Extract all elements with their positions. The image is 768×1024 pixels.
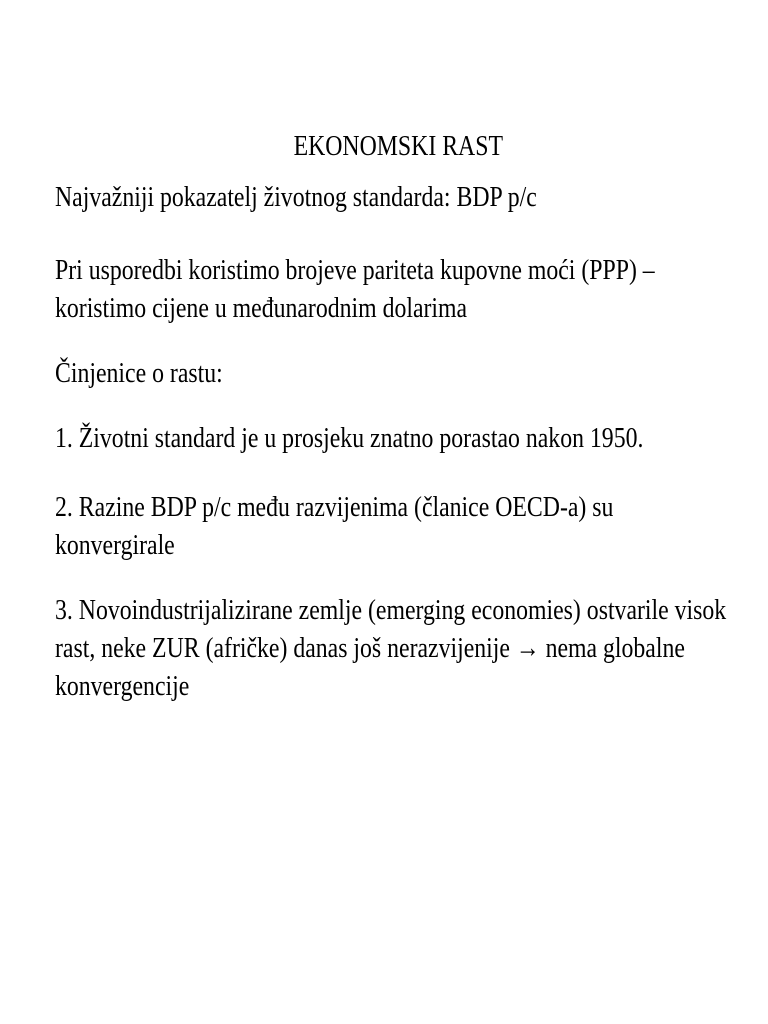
list-item-1: 1. Životni standard je u prosjeku znatno porastao nakon 1950. xyxy=(55,422,644,454)
paragraph-facts-heading: Činjenice o rastu: xyxy=(55,357,223,389)
paragraph-ppp: Pri usporedbi koristimo brojeve pariteta kupovne moći (PPP) – koristimo cijene u međunarodnim dolarima xyxy=(55,254,655,324)
paragraph-indicator: Najvažniji pokazatelj životnog standarda: BDP p/c xyxy=(55,181,537,213)
list-item-2: 2. Razine BDP p/c među razvijenima (članice OECD-a) su konvergirale xyxy=(55,491,614,561)
slide-content xyxy=(55,126,735,705)
list-item-3: 3. Novoindustrijalizirane zemlje (emerging economies) ostvarile visok rast, neke ZUR (afričke) danas još nerazvijenije → nema globalne konvergencije xyxy=(55,594,727,702)
slide-title: EKONOMSKI RAST xyxy=(293,130,503,162)
